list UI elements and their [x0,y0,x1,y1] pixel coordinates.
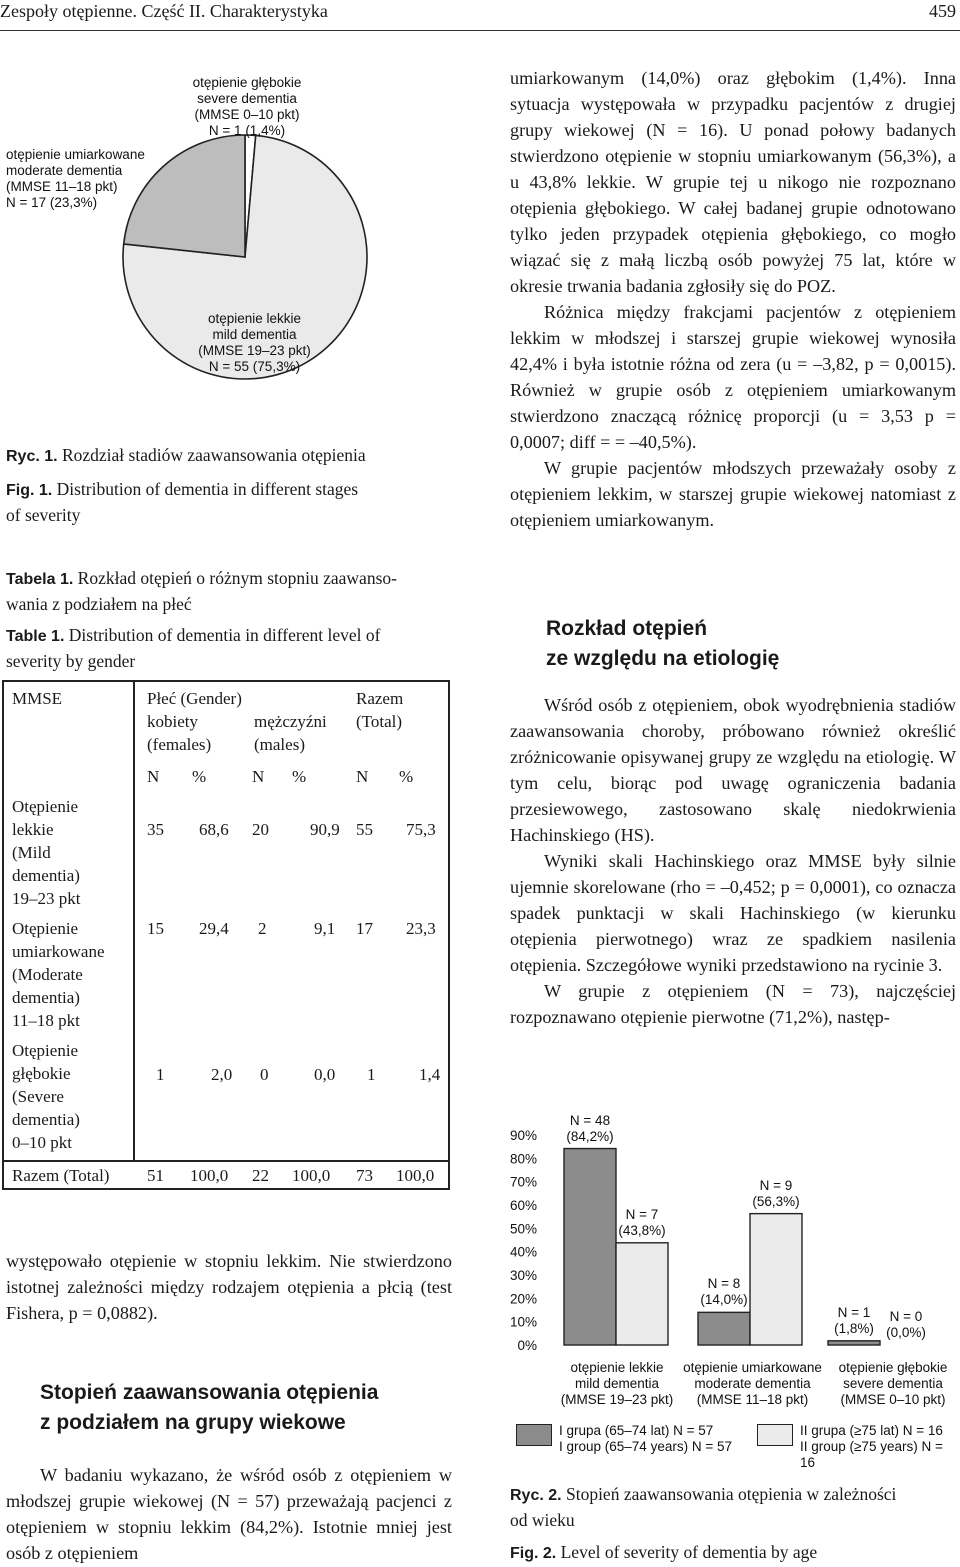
th-gender: Płeć (Gender) [147,689,242,708]
table1-caption-pl: Tabela 1. Rozkład otępień o różnym stopniu zaawanso- wania z podziałem na płeć [6,568,397,614]
cell: 2 [258,919,267,938]
right-paragraphs-1: umiarkowanym (14,0%) oraz głębokim (1,4%). Inna sytuacja występowała w przypadku pacjentów z drugiej grupy wiekowej (N = 16). U ponad połowy badanych stwierdzono otępienie w stopniu umiarkowanym (56,3%), a u 43,8% lekkie. W grupie tej u nikogo nie rozpoznano otępienia głębokiego. W całej badanej grupie odnotowano tylko jeden przypadek otępienia głębokiego, co mogło wiązać się z małą liczbą osób powyżej 75 lat, które w okresie trwania badania zgłosiły się do POZ. Różnica między frakcjami pacjentów z otępieniem lekkim w młodszej i starszej grupie wiekowej wynosiła 42,4% i była istotnie różna od zera (u = –3,82, p = 0,0015). Również w grupie osób z otępieniem umiarkowanym stwierdzono znaczącą różnicę proporcji (u = 3,53 p = 0,0007; diff = = –40,5%). W grupie pacjentów młodszych przeważały osoby z otępieniem lekkim, w starszej grupie wiekowej natomiast z otępieniem umiarkowanym. [510,68,956,530]
cell: 1 [156,1065,165,1084]
table1-col-rule [133,680,135,1160]
th-pct-females: % [192,767,207,786]
y-tick-label: 30% [509,1268,537,1283]
header-rule [0,30,960,31]
bar-chart [500,1100,960,1360]
fig2-caption-en: Fig. 2. Level of severity of dementia by age [510,1542,818,1562]
bar-data-label: N = 8 (14,0%) [700,1276,748,1308]
pie-label-severe: otępienie głębokie severe dementia (MMSE 0–10 pkt) N = 1 (1,4%) [192,75,302,138]
bar-category-moderate: otępienie umiarkowane moderate dementia (MMSE 11–18 pkt) [683,1360,822,1407]
cell: 68,6 [199,820,229,839]
th-pct-males: % [292,767,307,786]
legend-group1: I grupa (65–74 lat) N = 57 I group (65–74 years) N = 57 [559,1423,732,1454]
cell: 29,4 [199,919,229,938]
cell: 100,0 [190,1166,229,1185]
cell: 75,3 [406,820,436,839]
cell: 22 [252,1166,269,1185]
cell: 35 [147,820,164,839]
y-tick-label: 10% [509,1314,537,1330]
bar-data-label: N = 0 (0,0%) [886,1309,926,1340]
bar-data-label: N = 7 (43,8%) [618,1206,666,1238]
th-females: kobiety (females) [147,712,212,754]
y-tick-label: 40% [509,1244,537,1260]
y-tick-label: 20% [509,1291,537,1307]
th-n-females: N [147,767,160,786]
fig2-caption-pl: Ryc. 2. Stopień zaawansowania otępienia w zależności od wieku [510,1484,897,1530]
legend-swatch-group2 [757,1424,793,1446]
bar-mild-group1 [564,1149,616,1345]
bar-category-severe: otępienie głębokie severe dementia (MMSE 0–10 pkt) [838,1360,948,1407]
cell: 73 [356,1166,373,1185]
y-tick-label: 80% [509,1151,537,1167]
table1-total-rule [2,1160,450,1162]
table-row-label: Otępienie umiarkowane (Moderate dementia) 11–18 pkt [12,919,105,1030]
cell: 0 [260,1065,269,1084]
table-row-label: Otępienie głębokie (Severe dementia) 0–10 pkt [12,1041,80,1152]
cell: 17 [356,919,373,938]
cell: 20 [252,820,269,839]
cell: 51 [147,1166,164,1185]
fig1-caption-en: Fig. 1. Distribution of dementia in different stages of severity [6,479,359,525]
cell: 15 [147,919,164,938]
bar-mild-group2 [616,1243,668,1345]
pie-label-mild: otępienie lekkie mild dementia (MMSE 19–23 pkt) N = 55 (75,3%) [198,311,311,374]
legend-swatch-group1 [516,1424,552,1446]
cell: 100,0 [396,1166,435,1185]
y-tick-label: 0% [517,1338,537,1353]
y-tick-label: 60% [509,1198,537,1213]
section-heading-etiology: Rozkład otępień ze względu na etiologię [546,617,780,670]
fig1-caption-pl: Ryc. 1. Rozdział stadiów zaawansowania otępienia [6,445,366,465]
cell: 9,1 [314,919,336,938]
bar-severe-group1 [828,1341,880,1345]
cell: 0,0 [314,1065,336,1084]
cell: 23,3 [406,919,436,938]
bar-category-mild: otępienie lekkie mild dementia (MMSE 19–23 pkt) [560,1360,674,1407]
th-total: Razem (Total) [356,689,404,731]
section-heading-age: Stopień zaawansowania otępienia z podziałem na grupy wiekowe [40,1381,379,1434]
bar-moderate-group1 [698,1312,750,1345]
left-paragraph-2: W badaniu wykazano, że wśród osób z otępieniem w młodszej grupie wiekowej (N = 57) przeważają pacjenci z otępieniem w stopniu lekkim (84,2%). Istotnie mniej jest osób z otępieniem [6,1465,452,1563]
th-n-total: N [356,767,369,786]
left-paragraph-1: występowało otępienie w stopniu lekkim. Nie stwierdzono istotnej zależności między rodzajem otępienia a płcią (test Fishera, p = 0,0882). [6,1251,452,1323]
pie-label-moderate: otępienie umiarkowane moderate dementia (MMSE 11–18 pkt) N = 17 (23,3%) [6,147,145,210]
table1-caption-en: Table 1. Distribution of dementia in different level of severity by gender [6,625,381,671]
running-header: Zespoły otępienne. Część II. Charakterystyka [0,1,328,21]
bar-data-label: N = 9 (56,3%) [752,1177,800,1209]
cell: 55 [356,820,373,839]
page-number: 459 [929,1,956,21]
y-tick-label: 90% [509,1128,537,1143]
table-row-label: Otępienie lekkie (Mild dementia) 19–23 pkt [12,797,81,908]
cell: 1,4 [419,1065,441,1084]
cell: 100,0 [292,1166,331,1185]
cell: 1 [367,1065,376,1084]
y-tick-label: 70% [509,1174,537,1190]
right-paragraphs-2: Wśród osób z otępieniem, obok wyodrębnienia stadiów zaawansowania choroby, próbowano również określić zróżnicowanie opisywanej grupy ze względu na etiologię. W tym celu, biorąc pod uwagę ograniczenia badania przesiewowego, zastosowano skalę niedokrwienia Hachinskiego (HS). Wyniki skali Hachinskiego oraz MMSE były silnie ujemnie skorelowane (rho = –0,452; p = 0,0001), co oznacza spadek punktacji w skali Hachinskiego (w kierunku otępienia pierwotnego) wraz ze spadkiem nasilenia otępienia. Szczegółowe wyniki przedstawiono na rycinie 3. W grupie z otępieniem (N = 73), najczęściej rozpoznawano otępienie pierwotne (71,2%), następ- [510,695,956,1027]
legend-group2: II grupa (≥75 lat) N = 16 II group (≥75 years) N = 16 [800,1423,943,1470]
bar-data-label: N = 48 (84,2%) [566,1112,614,1144]
cell: 90,9 [310,820,340,839]
bar-data-label: N = 1 (1,8%) [834,1304,874,1336]
bar-moderate-group2 [750,1214,802,1345]
th-males: mężczyźni (males) [254,712,327,754]
total-row-label: Razem (Total) [12,1166,110,1185]
y-tick-label: 50% [509,1221,537,1237]
th-n-males: N [252,767,265,786]
cell: 2,0 [211,1065,233,1084]
th-pct-total: % [399,767,414,786]
th-mmse: MMSE [12,689,63,708]
